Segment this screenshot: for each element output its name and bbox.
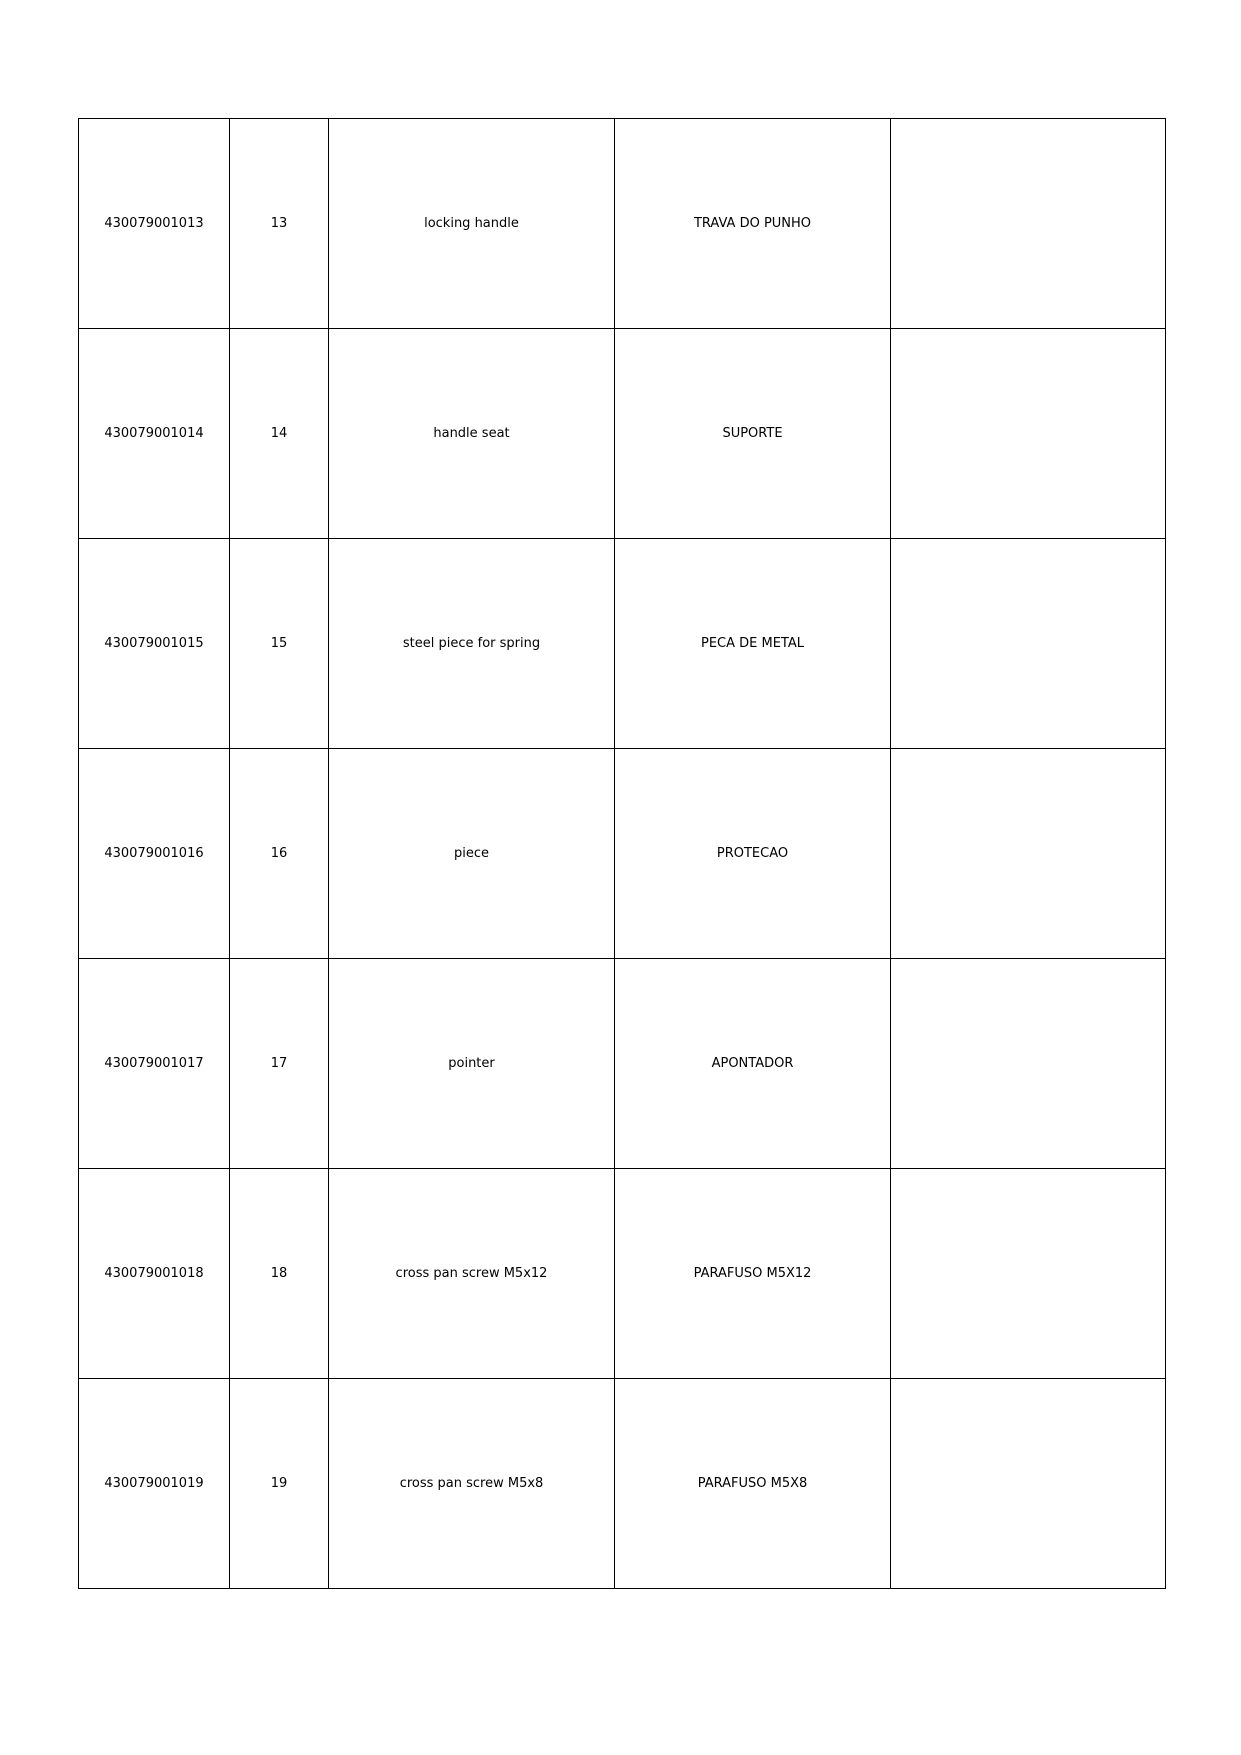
empty-cell (891, 1169, 1166, 1379)
english-description-cell: locking handle (329, 119, 615, 329)
item-number-cell: 16 (230, 749, 329, 959)
english-description-cell: pointer (329, 959, 615, 1169)
portuguese-description-cell: PARAFUSO M5X12 (615, 1169, 891, 1379)
portuguese-description-cell: APONTADOR (615, 959, 891, 1169)
empty-cell (891, 539, 1166, 749)
english-description-cell: cross pan screw M5x8 (329, 1379, 615, 1589)
item-number-cell: 17 (230, 959, 329, 1169)
english-description-cell: piece (329, 749, 615, 959)
part-code-cell: 430079001015 (79, 539, 230, 749)
part-code-cell: 430079001016 (79, 749, 230, 959)
empty-cell (891, 1379, 1166, 1589)
table-row (79, 539, 1166, 749)
english-description-cell: handle seat (329, 329, 615, 539)
item-number-cell: 15 (230, 539, 329, 749)
portuguese-description-cell: TRAVA DO PUNHO (615, 119, 891, 329)
part-code-cell: 430079001018 (79, 1169, 230, 1379)
table-row (79, 1169, 1166, 1379)
table-row (79, 959, 1166, 1169)
portuguese-description-cell: PECA DE METAL (615, 539, 891, 749)
empty-cell (891, 329, 1166, 539)
item-number-cell: 14 (230, 329, 329, 539)
item-number-cell: 18 (230, 1169, 329, 1379)
table-row (79, 329, 1166, 539)
part-code-cell: 430079001014 (79, 329, 230, 539)
portuguese-description-cell: PARAFUSO M5X8 (615, 1379, 891, 1589)
portuguese-description-cell: PROTECAO (615, 749, 891, 959)
parts-table (78, 118, 1166, 1589)
table-row (79, 749, 1166, 959)
table-row (79, 119, 1166, 329)
table-row (79, 1379, 1166, 1589)
empty-cell (891, 749, 1166, 959)
item-number-cell: 13 (230, 119, 329, 329)
english-description-cell: cross pan screw M5x12 (329, 1169, 615, 1379)
part-code-cell: 430079001019 (79, 1379, 230, 1589)
part-code-cell: 430079001013 (79, 119, 230, 329)
item-number-cell: 19 (230, 1379, 329, 1589)
empty-cell (891, 959, 1166, 1169)
portuguese-description-cell: SUPORTE (615, 329, 891, 539)
empty-cell (891, 119, 1166, 329)
english-description-cell: steel piece for spring (329, 539, 615, 749)
part-code-cell: 430079001017 (79, 959, 230, 1169)
